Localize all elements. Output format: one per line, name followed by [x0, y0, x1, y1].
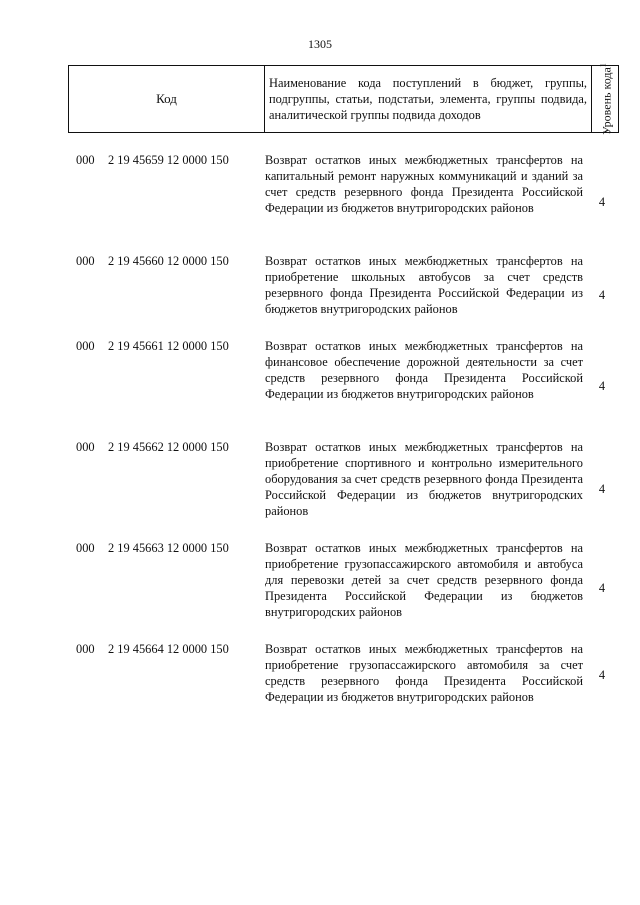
- page-number: 1305: [308, 37, 332, 51]
- header-level: [592, 63, 619, 135]
- row-code: 2 19 45663 12 0000 150: [108, 541, 229, 555]
- table-row: [0, 338, 640, 439]
- row-group: 000: [76, 642, 95, 656]
- row-level: 4: [598, 379, 606, 393]
- table-header: [68, 65, 619, 133]
- row-code: 2 19 45661 12 0000 150: [108, 339, 229, 353]
- table-row: [0, 152, 640, 253]
- row-group: 000: [76, 541, 95, 555]
- row-code: 2 19 45664 12 0000 150: [108, 642, 229, 656]
- row-code: 2 19 45660 12 0000 150: [108, 254, 229, 268]
- row-level: 4: [598, 288, 606, 302]
- row-level: 4: [598, 668, 606, 682]
- row-name: Возврат остатков иных межбюджетных трансфертов на приобретение грузопассажирского автомобиля и автобуса для перевозки детей за счет средств резервного фонда Президента Российской Федерации из бюджетов внутригородских районов: [265, 541, 583, 619]
- row-name: Возврат остатков иных межбюджетных трансфертов на приобретение грузопассажирского автомобиля за счет средств резервного фонда Президента Российской Федерации из бюджетов внутригородских районов: [265, 642, 583, 704]
- table-row: [0, 439, 640, 540]
- row-group: 000: [76, 339, 95, 353]
- row-group: 000: [76, 153, 95, 167]
- header-code: Код: [69, 66, 265, 133]
- row-code: 2 19 45662 12 0000 150: [108, 440, 229, 454]
- table-body: [0, 152, 640, 726]
- header-level-footnote: 1: [598, 63, 608, 68]
- table-row: [0, 253, 640, 338]
- row-group: 000: [76, 440, 95, 454]
- row-name: Возврат остатков иных межбюджетных трансфертов на финансовое обеспечение дорожной деятельности за счет средств резервного фонда Президента Российской Федерации из бюджетов внутригородских районов: [265, 339, 583, 401]
- row-code: 2 19 45659 12 0000 150: [108, 153, 229, 167]
- table-row: [0, 641, 640, 726]
- header-level-text: [598, 63, 613, 135]
- header-level-label: Уровень кода: [599, 67, 614, 135]
- row-level: 4: [598, 581, 606, 595]
- row-group: 000: [76, 254, 95, 268]
- row-level: 4: [598, 482, 606, 496]
- header-name: Наименование кода поступлений в бюджет, группы, подгруппы, статьи, подстатьи, элемента, группы подвида, аналитической группы подвида доходов: [265, 66, 592, 133]
- row-name: Возврат остатков иных межбюджетных трансфертов на капитальный ремонт наружных коммуникаций и зданий за счет средств резервного фонда Президента Российской Федерации из бюджетов внутригородских районов: [265, 153, 583, 215]
- table-row: [0, 540, 640, 641]
- row-name: Возврат остатков иных межбюджетных трансфертов на приобретение школьных автобусов за счет средств резервного фонда Президента Российской Федерации из бюджетов внутригородских районов: [265, 254, 583, 316]
- row-level: 4: [598, 195, 606, 209]
- row-name: Возврат остатков иных межбюджетных трансфертов на приобретение спортивного и контрольно измерительного оборудования за счет средств резервного фонда Президента Российской Федерации из бюджетов внутригородских районов: [265, 440, 583, 518]
